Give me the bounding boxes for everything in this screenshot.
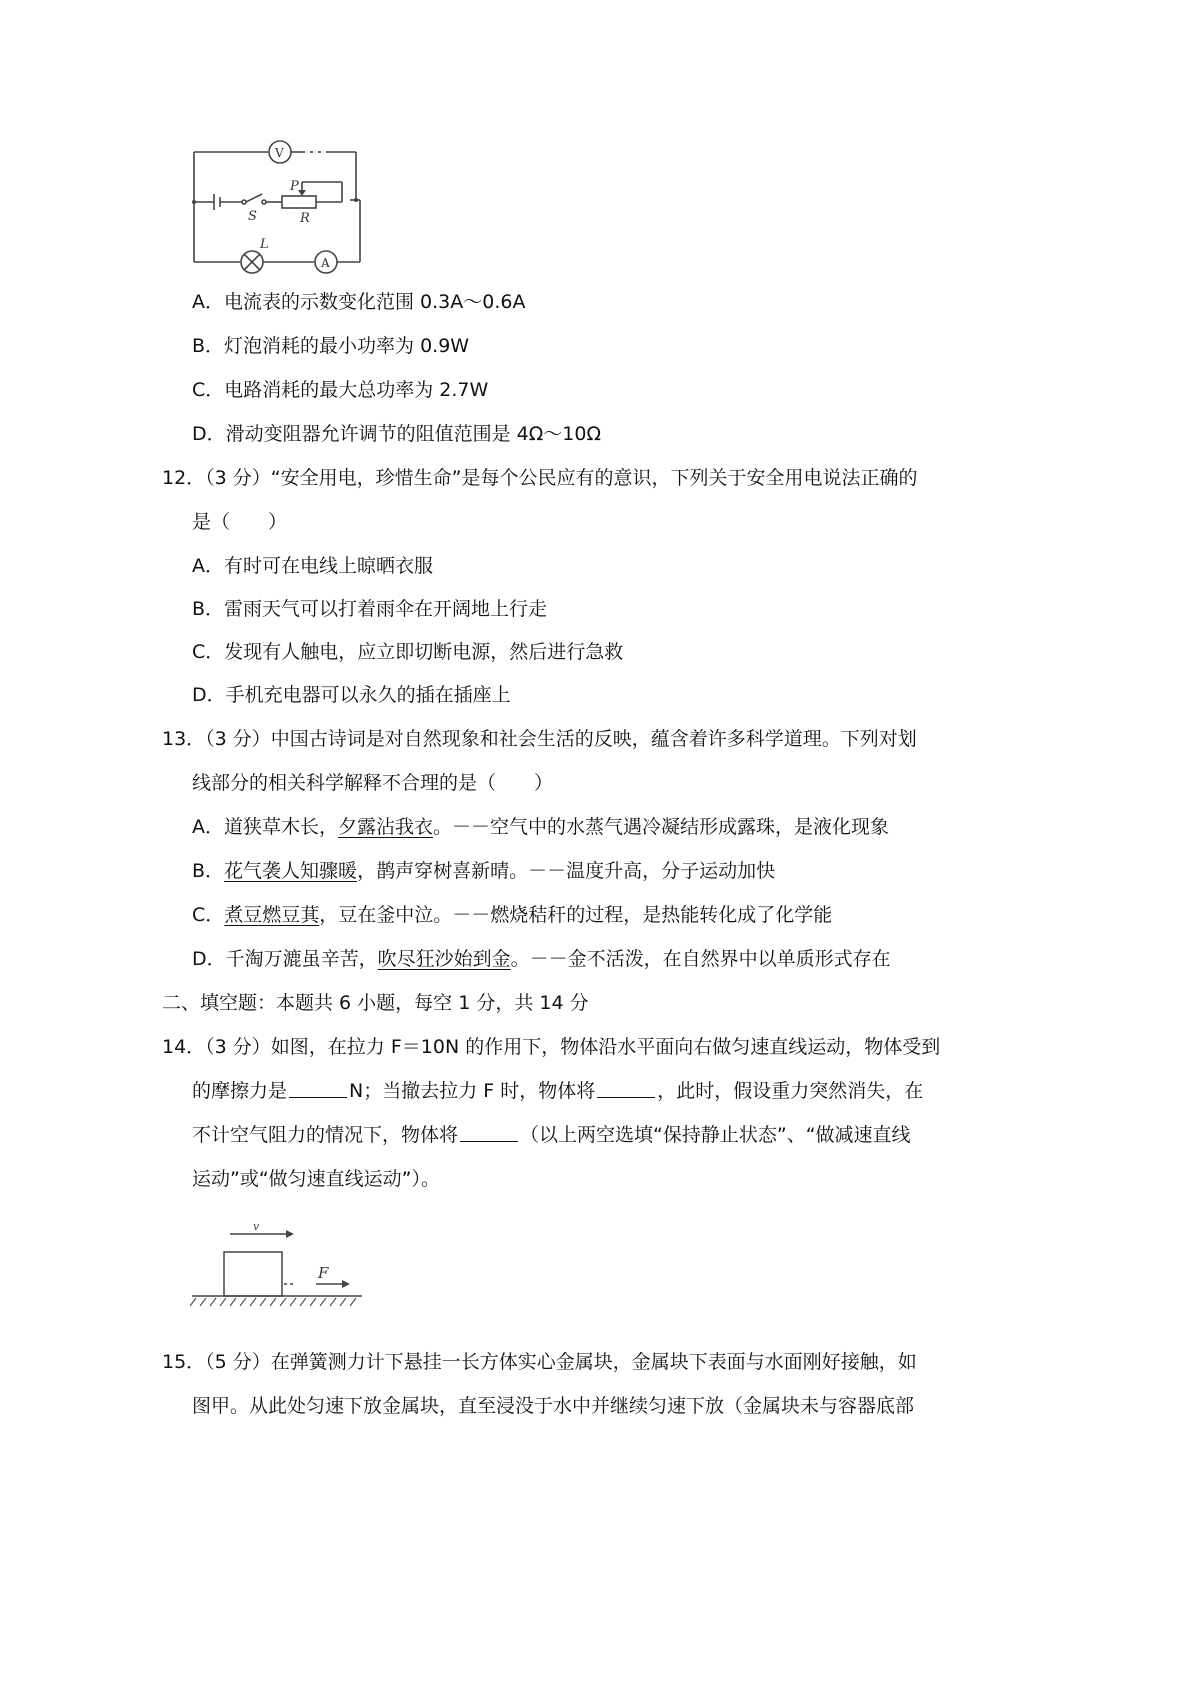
q15-line1: 15．（5 分）在弹簧测力计下悬挂一长方体实心金属块，金属块下表面与水面刚好接触，如 [162, 1351, 917, 1373]
q14-line2: 的摩擦力是 N；当撤去拉力 F 时，物体将 ，此时，假设重力突然消失，在 [192, 1080, 924, 1102]
underlined-phrase: 煮豆燃豆萁 [224, 904, 320, 926]
q13-option-b: B．花气袭人知骤暖，鹊声穿树喜新晴。－－温度升高，分子运动加快 [192, 860, 776, 882]
q12-option-c: C．发现有人触电，应立即切断电源，然后进行急救 [192, 641, 624, 663]
circuit-diagram [190, 138, 380, 278]
rheostat-label: R [300, 211, 310, 226]
answer-blank-3[interactable] [460, 1123, 518, 1142]
slider-label: P [290, 179, 299, 194]
q12-option-d: D．手机充电器可以永久的插在插座上 [192, 684, 511, 706]
lamp-label: L [260, 237, 269, 252]
switch-label: S [248, 209, 257, 224]
q14-line3: 不计空气阻力的情况下，物体将 （以上两空选填“保持静止状态”、“做减速直线 [192, 1124, 911, 1146]
q11-option-d: D．滑动变阻器允许调节的阻值范围是 4Ω～10Ω [192, 423, 601, 445]
underlined-phrase: 夕露沾我衣 [338, 816, 434, 838]
answer-blank-1[interactable] [289, 1079, 347, 1098]
q12-stem-line1: 12．（3 分）“安全用电，珍惜生命”是每个公民应有的意识，下列关于安全用电说法正确的 [162, 467, 918, 489]
underlined-phrase: 吹尽狂沙始到金 [377, 948, 511, 970]
q13-stem-line1: 13．（3 分）中国古诗词是对自然现象和社会生活的反映，蕴含着许多科学道理。下列对划 [162, 728, 917, 750]
section-heading: 二、填空题：本题共 6 小题，每空 1 分，共 14 分 [162, 992, 589, 1014]
block-force-diagram [190, 1220, 370, 1310]
q12-option-b: B．雷雨天气可以打着雨伞在开阔地上行走 [192, 598, 548, 620]
ammeter-label: A [321, 256, 330, 270]
q13-stem-line2: 线部分的相关科学解释不合理的是（ ） [192, 772, 554, 794]
force-label: F [318, 1264, 329, 1282]
underlined-phrase: 花气袭人知骤暖 [224, 860, 358, 882]
q12-stem-line2: 是（ ） [192, 511, 288, 533]
q13-option-d: D．千淘万漉虽辛苦，吹尽狂沙始到金。－－金不活泼，在自然界中以单质形式存在 [192, 948, 891, 970]
q11-option-c: C．电路消耗的最大总功率为 2.7W [192, 379, 489, 401]
q15-line2: 图甲。从此处匀速下放金属块，直至浸没于水中并继续匀速下放（金属块未与容器底部 [192, 1395, 915, 1417]
q13-option-c: C．煮豆燃豆萁，豆在釜中泣。－－燃烧秸秆的过程，是热能转化成了化学能 [192, 904, 833, 926]
q12-option-a: A．有时可在电线上晾晒衣服 [192, 555, 433, 577]
q11-option-a: A．电流表的示数变化范围 0.3A～0.6A [192, 291, 526, 313]
q14-line4: 运动”或“做匀速直线运动”）。 [192, 1168, 441, 1190]
q13-option-a: A．道狭草木长，夕露沾我衣。－－空气中的水蒸气遇冷凝结形成露珠，是液化现象 [192, 816, 890, 838]
answer-blank-2[interactable] [597, 1079, 655, 1098]
velocity-label: v [253, 1220, 260, 1233]
q14-line1: 14．（3 分）如图，在拉力 F＝10N 的作用下，物体沿水平面向右做匀速直线运动，物体受到 [162, 1036, 941, 1058]
q11-option-b: B．灯泡消耗的最小功率为 0.9W [192, 335, 470, 357]
voltmeter-label: V [275, 146, 284, 160]
